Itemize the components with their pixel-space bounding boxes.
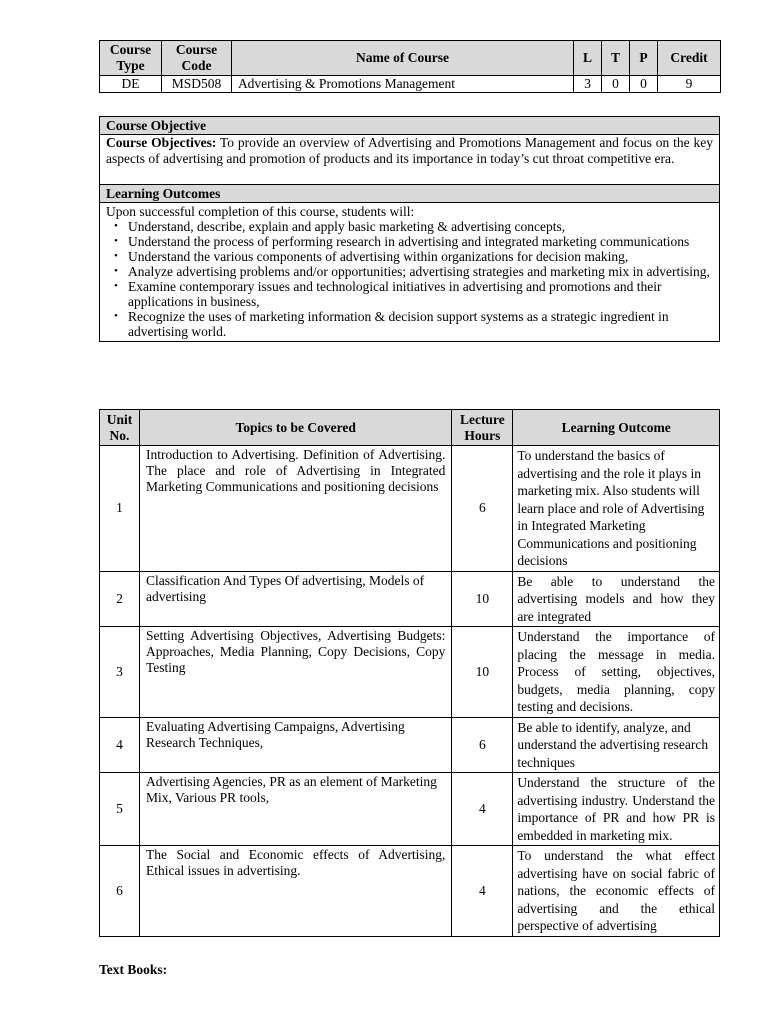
unit-outcome: To understand the what effect advertising have on social fabric of nations, the economic effects of advertising and the ethical perspective of advertising [513, 846, 720, 937]
objective-text [100, 135, 719, 184]
outcome-item: • Understand the various components of advertising within organizations for decision making, [128, 249, 713, 264]
header-lecture-hours: Lecture Hours [452, 410, 513, 446]
header-unit-no: Unit No. [100, 410, 140, 446]
header-course-code: Course Code [161, 41, 231, 76]
header-l: L [574, 41, 602, 76]
outcome-item: • Recognize the uses of marketing information & decision support systems as a strategic ingredient in advertising world. [128, 309, 713, 339]
outcomes-intro: Upon successful completion of this course, students will: [106, 204, 415, 219]
objective-heading: Course Objective [100, 117, 719, 135]
table-row [100, 846, 720, 937]
header-course-name: Name of Course [231, 41, 573, 76]
outcome-item: • Analyze advertising problems and/or opportunities; advertising strategies and marketing mix in advertising, [128, 264, 713, 279]
unit-number: 2 [100, 571, 140, 627]
course-l: 3 [574, 76, 602, 93]
objective-outcomes-box [99, 116, 720, 342]
outcomes-list [106, 219, 713, 339]
unit-number: 6 [100, 846, 140, 937]
course-p: 0 [630, 76, 658, 93]
unit-outcome: To understand the basics of advertising and the role it plays in marketing mix. Also students will learn place and role of Advertising in Integrated Marketing Communications and positioning decisions [513, 446, 720, 572]
unit-number: 4 [100, 717, 140, 773]
course-code: MSD508 [161, 76, 231, 93]
unit-hours: 10 [452, 627, 513, 718]
objective-label: Course Objectives: [106, 135, 217, 150]
table-row [100, 773, 720, 846]
course-type: DE [100, 76, 162, 93]
unit-number: 5 [100, 773, 140, 846]
outcome-item: • Understand the process of performing research in advertising and integrated marketing communications [128, 234, 713, 249]
outcome-item: • Examine contemporary issues and technological initiatives in advertising and promotions and their applications in business, [128, 279, 713, 309]
table-row [100, 571, 720, 627]
unit-hours: 6 [452, 717, 513, 773]
table-row [100, 627, 720, 718]
text-books-heading: Text Books: [99, 962, 168, 977]
unit-topics: Advertising Agencies, PR as an element of Marketing Mix, Various PR tools, [139, 773, 451, 846]
unit-topics: Classification And Types Of advertising, Models of advertising [139, 571, 451, 627]
header-t: T [602, 41, 630, 76]
course-name: Advertising & Promotions Management [231, 76, 573, 93]
course-value-row [100, 76, 721, 93]
units-table [99, 409, 720, 937]
unit-outcome: Understand the importance of placing the message in media. Process of setting, objectives, budgets, media planning, copy testing and decisions. [513, 627, 720, 718]
unit-outcome: Understand the structure of the advertising industry. Understand the importance of PR and how PR is embedded in marketing mix. [513, 773, 720, 846]
course-header-row [100, 41, 721, 76]
unit-outcome: Be able to understand the advertising models and how they are integrated [513, 571, 720, 627]
unit-number: 1 [100, 446, 140, 572]
unit-topics: Introduction to Advertising. Definition of Advertising. The place and role of Advertising in Integrated Marketing Communications and positioning decisions [139, 446, 451, 572]
objective-body: To provide an overview of Advertising and Promotions Management and focus on the key aspects of advertising and promotion of products and its importance in today’s cut throat competitive era. [106, 135, 713, 166]
unit-hours: 6 [452, 446, 513, 572]
outcomes-section [100, 203, 719, 341]
unit-topics: Evaluating Advertising Campaigns, Advertising Research Techniques, [139, 717, 451, 773]
outcomes-heading: Learning Outcomes [100, 184, 719, 203]
header-p: P [630, 41, 658, 76]
course-t: 0 [602, 76, 630, 93]
unit-number: 3 [100, 627, 140, 718]
unit-hours: 4 [452, 846, 513, 937]
table-row [100, 717, 720, 773]
unit-topics: Setting Advertising Objectives, Advertising Budgets: Approaches, Media Planning, Copy Decisions, Copy Testing [139, 627, 451, 718]
header-learning-outcome: Learning Outcome [513, 410, 720, 446]
unit-hours: 4 [452, 773, 513, 846]
header-course-type: Course Type [100, 41, 162, 76]
unit-hours: 10 [452, 571, 513, 627]
course-credit: 9 [657, 76, 720, 93]
unit-outcome: Be able to identify, analyze, and understand the advertising research techniques [513, 717, 720, 773]
table-row [100, 446, 720, 572]
units-header-row [100, 410, 720, 446]
header-topics: Topics to be Covered [139, 410, 451, 446]
unit-topics: The Social and Economic effects of Advertising, Ethical issues in advertising. [139, 846, 451, 937]
header-credit: Credit [657, 41, 720, 76]
course-info-table [99, 40, 721, 93]
outcome-item: • Understand, describe, explain and apply basic marketing & advertising concepts, [128, 219, 713, 234]
